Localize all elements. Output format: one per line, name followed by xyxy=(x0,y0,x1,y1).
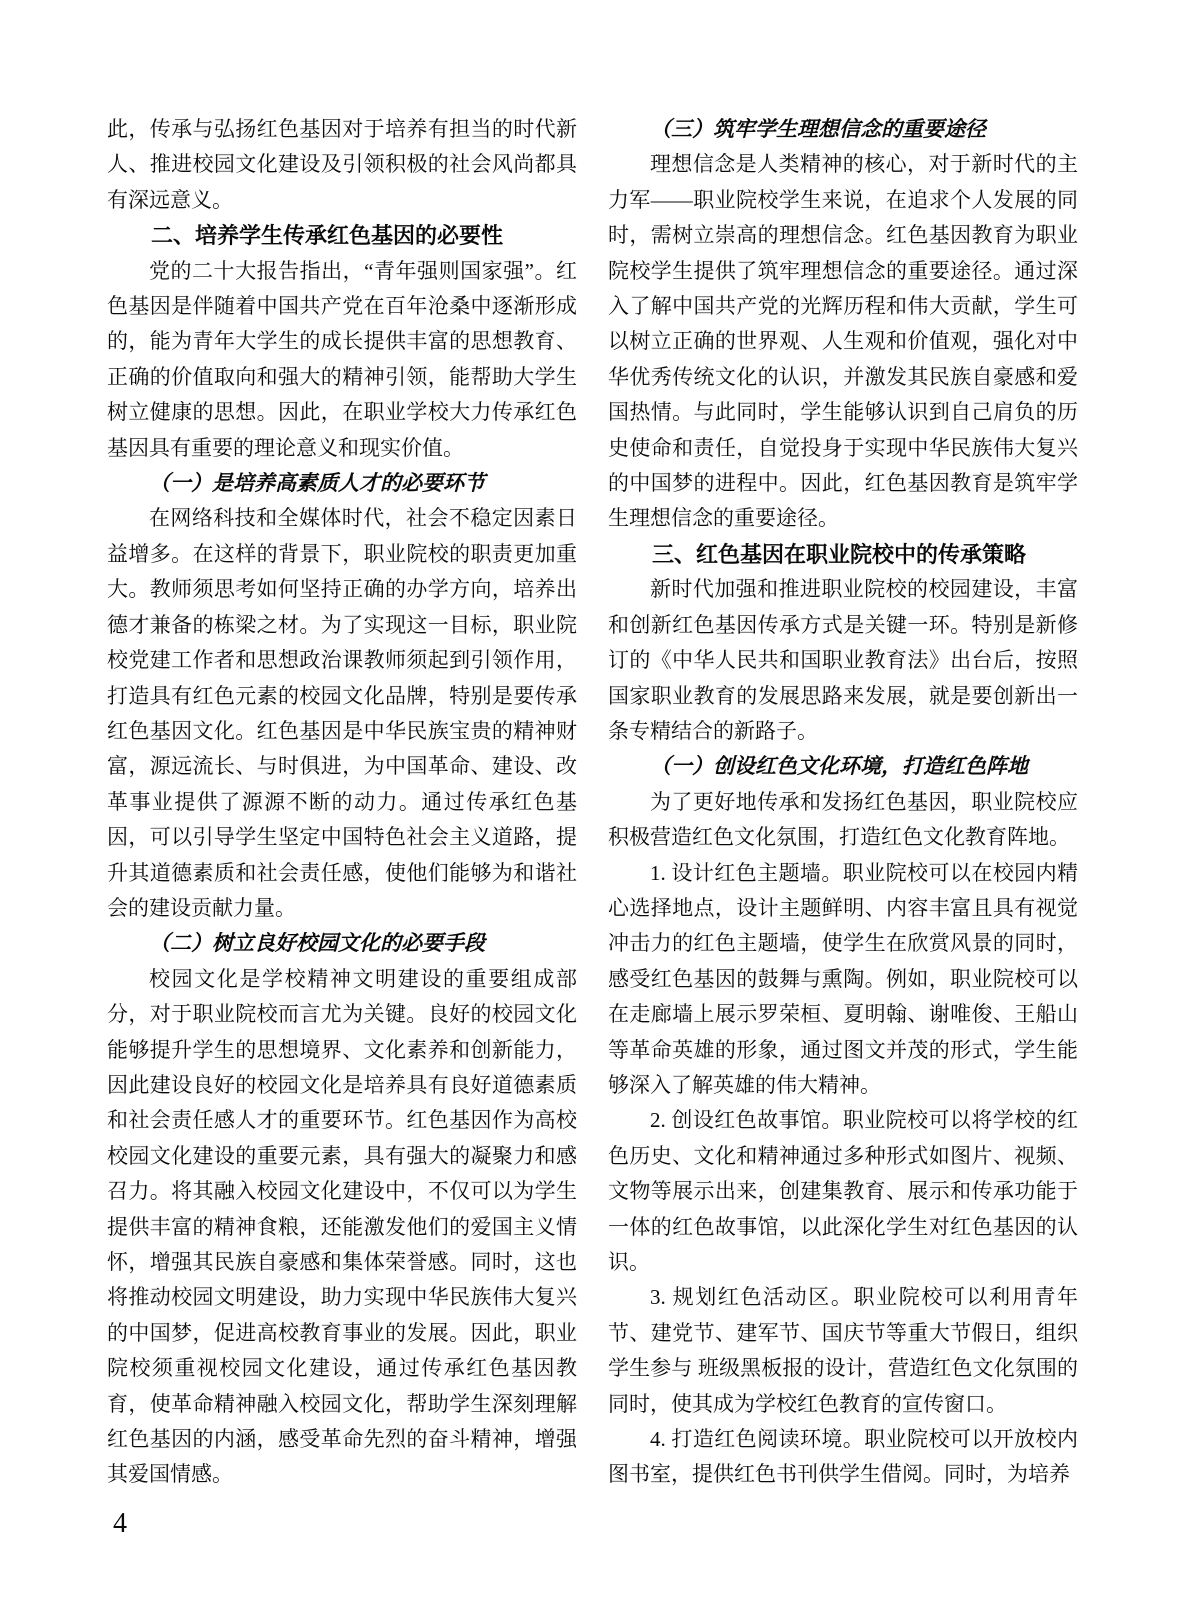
left-column xyxy=(107,112,577,1493)
subsection-heading-2-2: （二）树立良好校园文化的必要手段 xyxy=(149,931,485,956)
paragraph-item-2: 2. 创设红色故事馆。职业院校可以将学校的红色历史、文化和精神通过多种形式如图片、视频、文物等展示出来，创建集教育、展示和传承功能于一体的红色故事馆，以此深化学生对红色基因的认识。 xyxy=(608,1108,1078,1274)
paragraph: 在网络科技和全媒体时代，社会不稳定因素日益增多。在这样的背景下，职业院校的职责更加重大。教师须思考如何坚持正确的办学方向，培养出德才兼备的栋梁之材。为了实现这一目标，职业院校党建工作者和思想政治课教师须起到引领作用，打造具有红色元素的校园文化品牌，特别是要传承红色基因文化。红色基因是中华民族宝贵的精神财富，源远流长、与时俱进，为中国革命、建设、改革事业提供了源源不断的动力。通过传承红色基因，可以引导学生坚定中国特色社会主义道路，提升其道德素质和社会责任感，使他们能够为和谐社会的建设贡献力量。 xyxy=(107,506,577,920)
paragraph-item-1: 1. 设计红色主题墙。职业院校可以在校园内精心选择地点，设计主题鲜明、内容丰富且具有视觉冲击力的红色主题墙，使学生在欣赏风景的同时，感受红色基因的鼓舞与熏陶。例如，职业院校可以在走廊墙上展示罗荣桓、夏明翰、谢唯俊、王船山等革命英雄的形象，通过图文并茂的形式，学生能够深入了解英雄的伟大精神。 xyxy=(608,860,1078,1097)
paragraph-item-3: 3. 规划红色活动区。职业院校可以利用青年节、建党节、建军节、国庆节等重大节假日，组织学生参与 班级黑板报的设计，营造红色文化氛围的同时，使其成为学校红色教育的宣传窗口。 xyxy=(608,1285,1078,1416)
two-column-text-area xyxy=(107,112,1078,1493)
paragraph-item-4: 4. 打造红色阅读环境。职业院校可以开放校内图书室，提供红色书刊供学生借阅。同时，为培养 xyxy=(608,1427,1078,1487)
section-heading-2: 二、培养学生传承红色基因的必要性 xyxy=(151,223,504,249)
right-column xyxy=(608,112,1078,1493)
paragraph: 新时代加强和推进职业院校的校园建设，丰富和创新红色基因传承方式是关键一环。特别是新修订的《中华人民共和国职业教育法》出台后，按照国家职业教育的发展思路来发展，就是要创新出一条专精结合的新路子。 xyxy=(608,577,1078,743)
section-heading-3: 三、红色基因在职业院校中的传承策略 xyxy=(652,541,1027,567)
paragraph: 校园文化是学校精神文明建设的重要组成部分，对于职业院校而言尤为关键。良好的校园文化能够提升学生的思想境界、文化素养和创新能力，因此建设良好的校园文化是培养具有良好道德素质和社会责任感人才的重要环节。红色基因作为高校校园文化建设的重要元素，具有强大的凝聚力和感召力。将其融入校园文化建设中，不仅可以为学生提供丰富的精神食粮，还能激发他们的爱国主义情怀，增强其民族自豪感和集体荣誉感。同时，这也将推动校园文明建设，助力实现中华民族伟大复兴的中国梦，促进高校教育事业的发展。因此，职业院校须重视校园文化建设，通过传承红色基因教育，使革命精神融入校园文化，帮助学生深刻理解红色基因的内涵，感受革命先烈的奋斗精神，增强其爱国情感。 xyxy=(107,966,577,1487)
paragraph: 党的二十大报告指出，“青年强则国家强”。红色基因是伴随着中国共产党在百年沧桑中逐渐形成的，能为青年大学生的成长提供丰富的思想教育、正确的价值取向和强大的精神引领，能帮助大学生树立健康的思想。因此，在职业学校大力传承红色基因具有重要的理论意义和现实价值。 xyxy=(107,258,577,460)
subsection-heading-3-1: （一）创设红色文化环境，打造红色阵地 xyxy=(650,754,1028,779)
page-number: 4 xyxy=(113,1508,127,1539)
subsection-heading-2-1: （一）是培养高素质人才的必要环节 xyxy=(149,471,485,496)
paragraph: 为了更好地传承和发扬红色基因，职业院校应积极营造红色文化氛围，打造红色文化教育阵地。 xyxy=(608,789,1078,850)
subsection-heading-2-3: （三）筑牢学生理想信念的重要途径 xyxy=(650,117,986,141)
paragraph-continued: 此，传承与弘扬红色基因对于培养有担当的时代新人、推进校园文化建设及引领积极的社会风尚都具有深远意义。 xyxy=(107,117,577,212)
paragraph: 理想信念是人类精神的核心，对于新时代的主力军——职业院校学生来说，在追求个人发展的同时，需树立崇高的理想信念。红色基因教育为职业院校学生提供了筑牢理想信念的重要途径。通过深入了解中国共产党的光辉历程和伟大贡献，学生可以树立正确的世界观、人生观和价值观，强化对中华优秀传统文化的认识，并激发其民族自豪感和爱国热情。与此同时，学生能够认识到自己肩负的历史使命和责任，自觉投身于实现中华民族伟大复兴的中国梦的进程中。因此，红色基因教育是筑牢学生理想信念的重要途径。 xyxy=(608,152,1078,531)
